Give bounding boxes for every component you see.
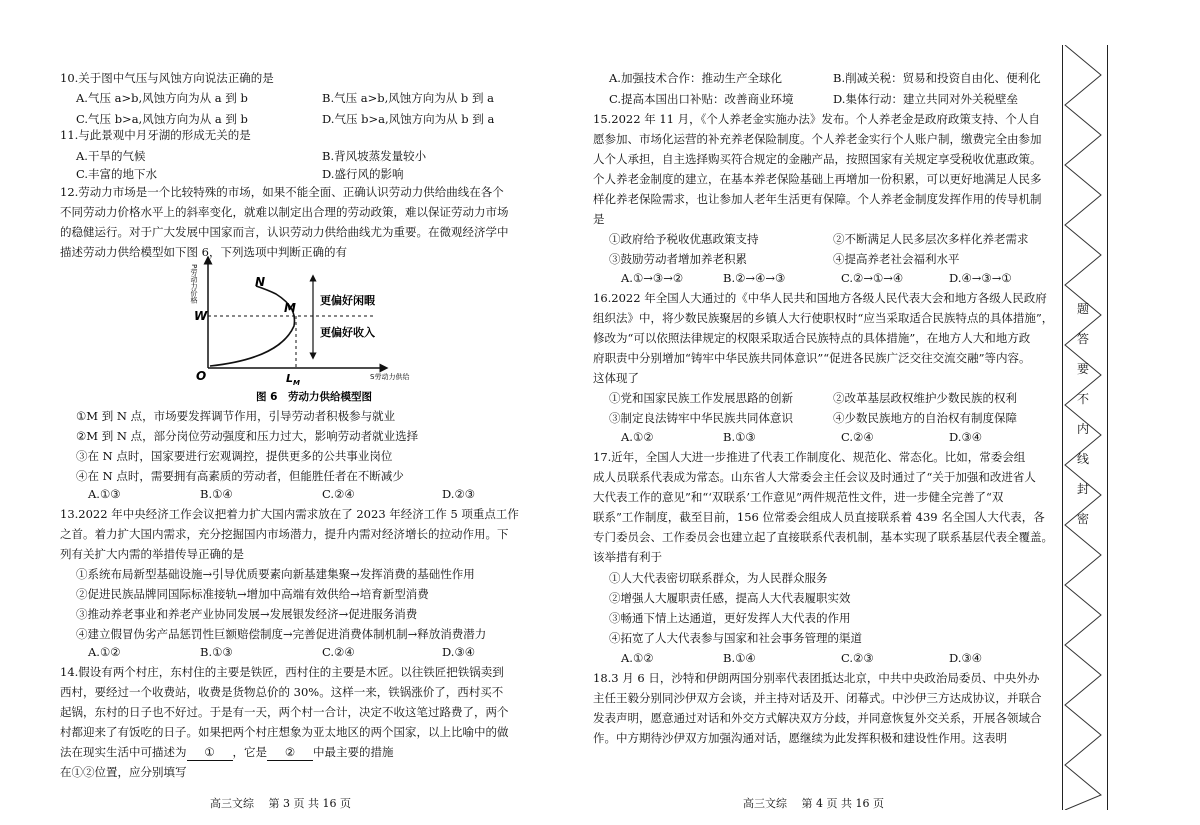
q18-line-4: 作。中方期待沙伊双方加强沟通对话，愿继续为此发挥积极和建设性作用。这表明 [593, 731, 1007, 745]
q14-blank-1: ① [187, 744, 233, 761]
q12-option-4: ④在 N 点时，需要拥有高素质的劳动者，但能胜任者在不断减少 [76, 469, 404, 483]
q17-answer-d: D.③④ [949, 651, 983, 665]
q14-line-5a: 法在现实生活中可描述为 [60, 745, 187, 759]
q15-option-4: ④提高养老社会福利水平 [833, 252, 960, 266]
q14-line-3: 起锅，东村的日子也不好过。于是有一天，两个村一合计，决定不收这笔过路费了，两个 [60, 705, 509, 719]
q14-line-5 [60, 744, 394, 761]
q11-option-c: C.丰富的地下水 [76, 167, 158, 181]
q12-line-1: 12.劳动力市场是一个比较特殊的市场，如果不能全面、正确认识劳动力供给曲线在各个 [60, 185, 504, 199]
q17-option-3: ③畅通下情上达通道，更好发挥人大代表的作用 [609, 611, 851, 625]
q14-option-a: A.加强技术合作：推动生产全球化 [609, 71, 782, 85]
q16-answer-b: B.①③ [723, 430, 756, 444]
q12-answer-c: C.②④ [322, 487, 355, 501]
q16-option-2: ②改革基层政权维护少数民族的权利 [833, 391, 1017, 405]
q13-answer-b: B.①③ [200, 645, 233, 659]
margin-char-8: 密 [1076, 512, 1089, 526]
q10-option-a: A.气压 a>b,风蚀方向为从 a 到 b [76, 91, 248, 105]
q16-answer-d: D.③④ [949, 430, 983, 444]
q14-line-4: 村都迎来了有饭吃的日子。如果把两个村庄想象为亚太地区的两个国家，以上比喻中的做 [60, 725, 509, 739]
x-axis-label: S劳动力供给 [370, 373, 410, 381]
q16-answer-c: C.②④ [841, 430, 874, 444]
q11-stem: 11.与此景观中月牙湖的形成无关的是 [60, 128, 251, 142]
q16-option-4: ④少数民族地方的自治权有制度保障 [833, 411, 1017, 425]
margin-char-3: 要 [1076, 362, 1089, 376]
lower-annotation: 更偏好收入 [320, 326, 375, 339]
q18-line-2: 主任王毅分别同沙伊双方会谈，并主持对话及开、闭幕式。中沙伊三方达成协议，并联合 [593, 691, 1042, 705]
margin-char-4: 不 [1076, 392, 1089, 406]
q15-option-3: ③鼓励劳动者增加养老积累 [609, 252, 747, 266]
q12-answer-d: D.②③ [442, 487, 476, 501]
w-label: W [194, 309, 208, 323]
q12-answer-a: A.①③ [88, 487, 121, 501]
margin-char-7: 封 [1076, 482, 1089, 496]
q10-stem: 10.关于图中气压与风蚀方向说法正确的是 [60, 71, 274, 85]
q12-line-4: 描述劳动力供给模型如下图 6，下列选项中判断正确的有 [60, 245, 347, 259]
q15-line-1: 15.2022 年 11 月，《个人养老金实施办法》发布。个人养老金是政府政策支持、个人自 [593, 112, 1040, 126]
origin-label: O [196, 369, 207, 383]
q15-answer-b: B.②→④→③ [723, 271, 786, 285]
q12-line-3: 的稳健运行。对于广大发展中国家而言，认识劳动力供给曲线尤为重要。在微观经济学中 [60, 225, 509, 239]
q13-option-3: ③推动养老事业和养老产业协同发展→发展银发经济→促进服务消费 [76, 607, 418, 621]
q14-blank-2: ② [267, 744, 313, 761]
q17-answer-c: C.②③ [841, 651, 874, 665]
q10-option-d: D.气压 b>a,风蚀方向为从 b 到 a [322, 112, 495, 126]
q11-option-b: B.背风坡蒸发量较小 [322, 149, 427, 163]
q16-line-1: 16.2022 年全国人大通过的《中华人民共和国地方各级人民代表大会和地方各级人民政府 [593, 291, 1047, 305]
q16-line-3: 修改为“可以依照法律规定的权限采取适合民族特点的具体措施”，在地方人大和地方政 [593, 331, 1031, 345]
q13-line-1: 13.2022 年中央经济工作会议把着力扩大国内需求放在了 2023 年经济工作 5 项重点工作 [60, 507, 519, 521]
q10-option-b: B.气压 a>b,风蚀方向为从 b 到 a [322, 91, 494, 105]
q12-option-2: ②M 到 N 点，部分岗位劳动强度和压力过大，影响劳动者就业选择 [76, 429, 419, 443]
q11-option-d: D.盛行风的影响 [322, 167, 404, 181]
left-page-footer: 高三文综 第 3 页 共 16 页 [210, 797, 351, 810]
q15-answer-a: A.①→③→② [621, 271, 684, 285]
q17-line-2: 成人员联系代表成为常态。山东省人大常委会主任会议及时通过了“关于加强和改进省人 [593, 470, 1036, 484]
q17-line-1: 17.近年，全国人大进一步推进了代表工作制度化、规范化、常态化。比如，常委会组 [593, 450, 1026, 464]
right-page [593, 0, 1054, 825]
q13-answer-c: C.②④ [322, 645, 355, 659]
q15-line-3: 人个人承担，自主选择购买符合规定的金融产品，按照国家有关规定享受税收优惠政策。 [593, 152, 1042, 166]
lm-label: $L_M$ [286, 372, 300, 387]
m-label: M [284, 301, 296, 315]
q18-line-1: 18.3 月 6 日，沙特和伊朗两国分别率代表团抵达北京，中共中央政治局委员、中央外办 [593, 671, 1040, 685]
q13-answer-d: D.③④ [442, 645, 476, 659]
q14-line-5b: ，它是 [232, 745, 267, 759]
q12-answer-b: B.①④ [200, 487, 233, 501]
right-page-footer: 高三文综 第 4 页 共 16 页 [743, 797, 884, 810]
supply-curve [210, 286, 294, 366]
q14-line-2: 西村，要经过一个收费站，收费是货物总价的 30%。这样一来，铁锅涨价了，西村买不 [60, 685, 504, 699]
q17-line-3: 大代表工作的意见”和“‘双联系’工作意见”两件规范性文件，进一步健全完善了“双 [593, 490, 1004, 504]
labor-supply-figure [188, 256, 488, 404]
q12-option-1: ①M 到 N 点，市场要发挥调节作用，引导劳动者积极参与就业 [76, 409, 396, 423]
q15-line-5: 样化养老保险需求，也让参加人老年生活更有保障。个人养老金制度发挥作用的传导机制 [593, 192, 1042, 206]
q16-answer-a: A.①② [621, 430, 654, 444]
q17-option-1: ①人大代表密切联系群众，为人民群众服务 [609, 571, 828, 585]
q17-line-5: 专门委员会、工作委员会也建立起了直接联系代表机制，基本实现了联系基层代表全覆盖。 [593, 530, 1053, 544]
q17-line-6: 该举措有利于 [593, 550, 662, 564]
q15-answer-d: D.④→③→① [949, 271, 1012, 285]
q16-line-2: 组织法》中，将少数民族聚居的乡镇人大行使职权时“应当采取适合民族特点的具体措施”， [593, 311, 1054, 325]
q16-line-5: 这体现了 [593, 371, 639, 385]
q14-option-d: D.集体行动：建立共同对外关税壁垒 [833, 92, 1018, 106]
q16-option-1: ①党和国家民族工作发展思路的创新 [609, 391, 793, 405]
q14-line-6: 在①②位置，应分别填写 [60, 765, 187, 779]
q15-line-4: 个人养老金制度的建立，在基本养老保险基础上再增加一份积累，可以更好地满足人民多 [593, 172, 1042, 186]
q17-option-2: ②增强人大履职责任感，提高人大代表履职实效 [609, 591, 851, 605]
q14-option-b: B.削减关税：贸易和投资自由化、便利化 [833, 71, 1041, 85]
q16-line-4: 府职责中分别增加“铸牢中华民族共同体意识”“促进各民族广泛交往交流交融”等内容。 [593, 351, 1031, 365]
q17-line-4: 联系”工作制度，截至目前，156 位常委会组成人员直接联系着 439 名全国人大代表，各 [593, 510, 1045, 524]
q14-line-1: 14.假设有两个村庄，东村住的主要是铁匠，西村住的主要是木匠。以往铁匠把铁锅卖到 [60, 665, 504, 679]
q11-option-a: A.干旱的气候 [76, 149, 146, 163]
q17-answer-a: A.①② [621, 651, 654, 665]
left-page [60, 0, 580, 825]
q14-option-c: C.提高本国出口补贴：改善商业环境 [609, 92, 794, 106]
y-axis-label: P劳动力价格 [190, 264, 198, 304]
q15-line-2: 愿参加、市场化运营的补充养老保险制度。个人养老金实行个人账户制，缴费完全由参加 [593, 132, 1042, 146]
q13-line-2: 之首。着力扩大国内需求，充分挖掘国内市场潜力，提升内需对经济增长的拉动作用。下 [60, 527, 509, 541]
q14-line-5c: 中最主要的措施 [313, 745, 394, 759]
q13-line-3: 列有关扩大内需的举措传导正确的是 [60, 547, 244, 561]
margin-char-1: 题 [1076, 302, 1089, 316]
upper-annotation: 更偏好闲暇 [320, 294, 375, 307]
margin-char-5: 内 [1076, 422, 1089, 436]
margin-char-6: 线 [1076, 452, 1089, 466]
q15-option-1: ①政府给予税收优惠政策支持 [609, 232, 759, 246]
q18-line-3: 发表声明，愿意通过对话和外交方式解决双方分歧，并同意恢复外交关系，开展各领域合 [593, 711, 1042, 725]
q15-answer-c: C.②→①→④ [841, 271, 904, 285]
figure-caption: 图 6 劳动力供给模型图 [256, 391, 372, 403]
q13-option-4: ④建立假冒伪劣产品惩罚性巨额赔偿制度→完善促进消费体制机制→释放消费潜力 [76, 627, 487, 641]
q13-option-1: ①系统布局新型基础设施→引导优质要素向新基建集聚→发挥消费的基础性作用 [76, 567, 475, 581]
q12-option-3: ③在 N 点时，国家要进行宏观调控，提供更多的公共事业岗位 [76, 449, 393, 463]
q17-answer-b: B.①④ [723, 651, 756, 665]
q16-option-3: ③制定良法铸牢中华民族共同体意识 [609, 411, 793, 425]
q13-option-2: ②促进民族品牌同国际标准接轨→增加中高端有效供给→培育新型消费 [76, 587, 429, 601]
q15-line-6: 是 [593, 212, 605, 226]
q13-answer-a: A.①② [88, 645, 121, 659]
margin-char-2: 答 [1076, 332, 1089, 346]
q17-option-4: ④拓宽了人大代表参与国家和社会事务管理的渠道 [609, 631, 862, 645]
n-label: N [255, 275, 266, 289]
q10-option-c: C.气压 b>a,风蚀方向为从 a 到 b [76, 112, 248, 126]
q12-line-2: 不同劳动力价格水平上的斜率变化，就难以制定出合理的劳动政策，难以保证劳动力市场 [60, 205, 509, 219]
q15-option-2: ②不断满足人民多层次多样化养老需求 [833, 232, 1029, 246]
